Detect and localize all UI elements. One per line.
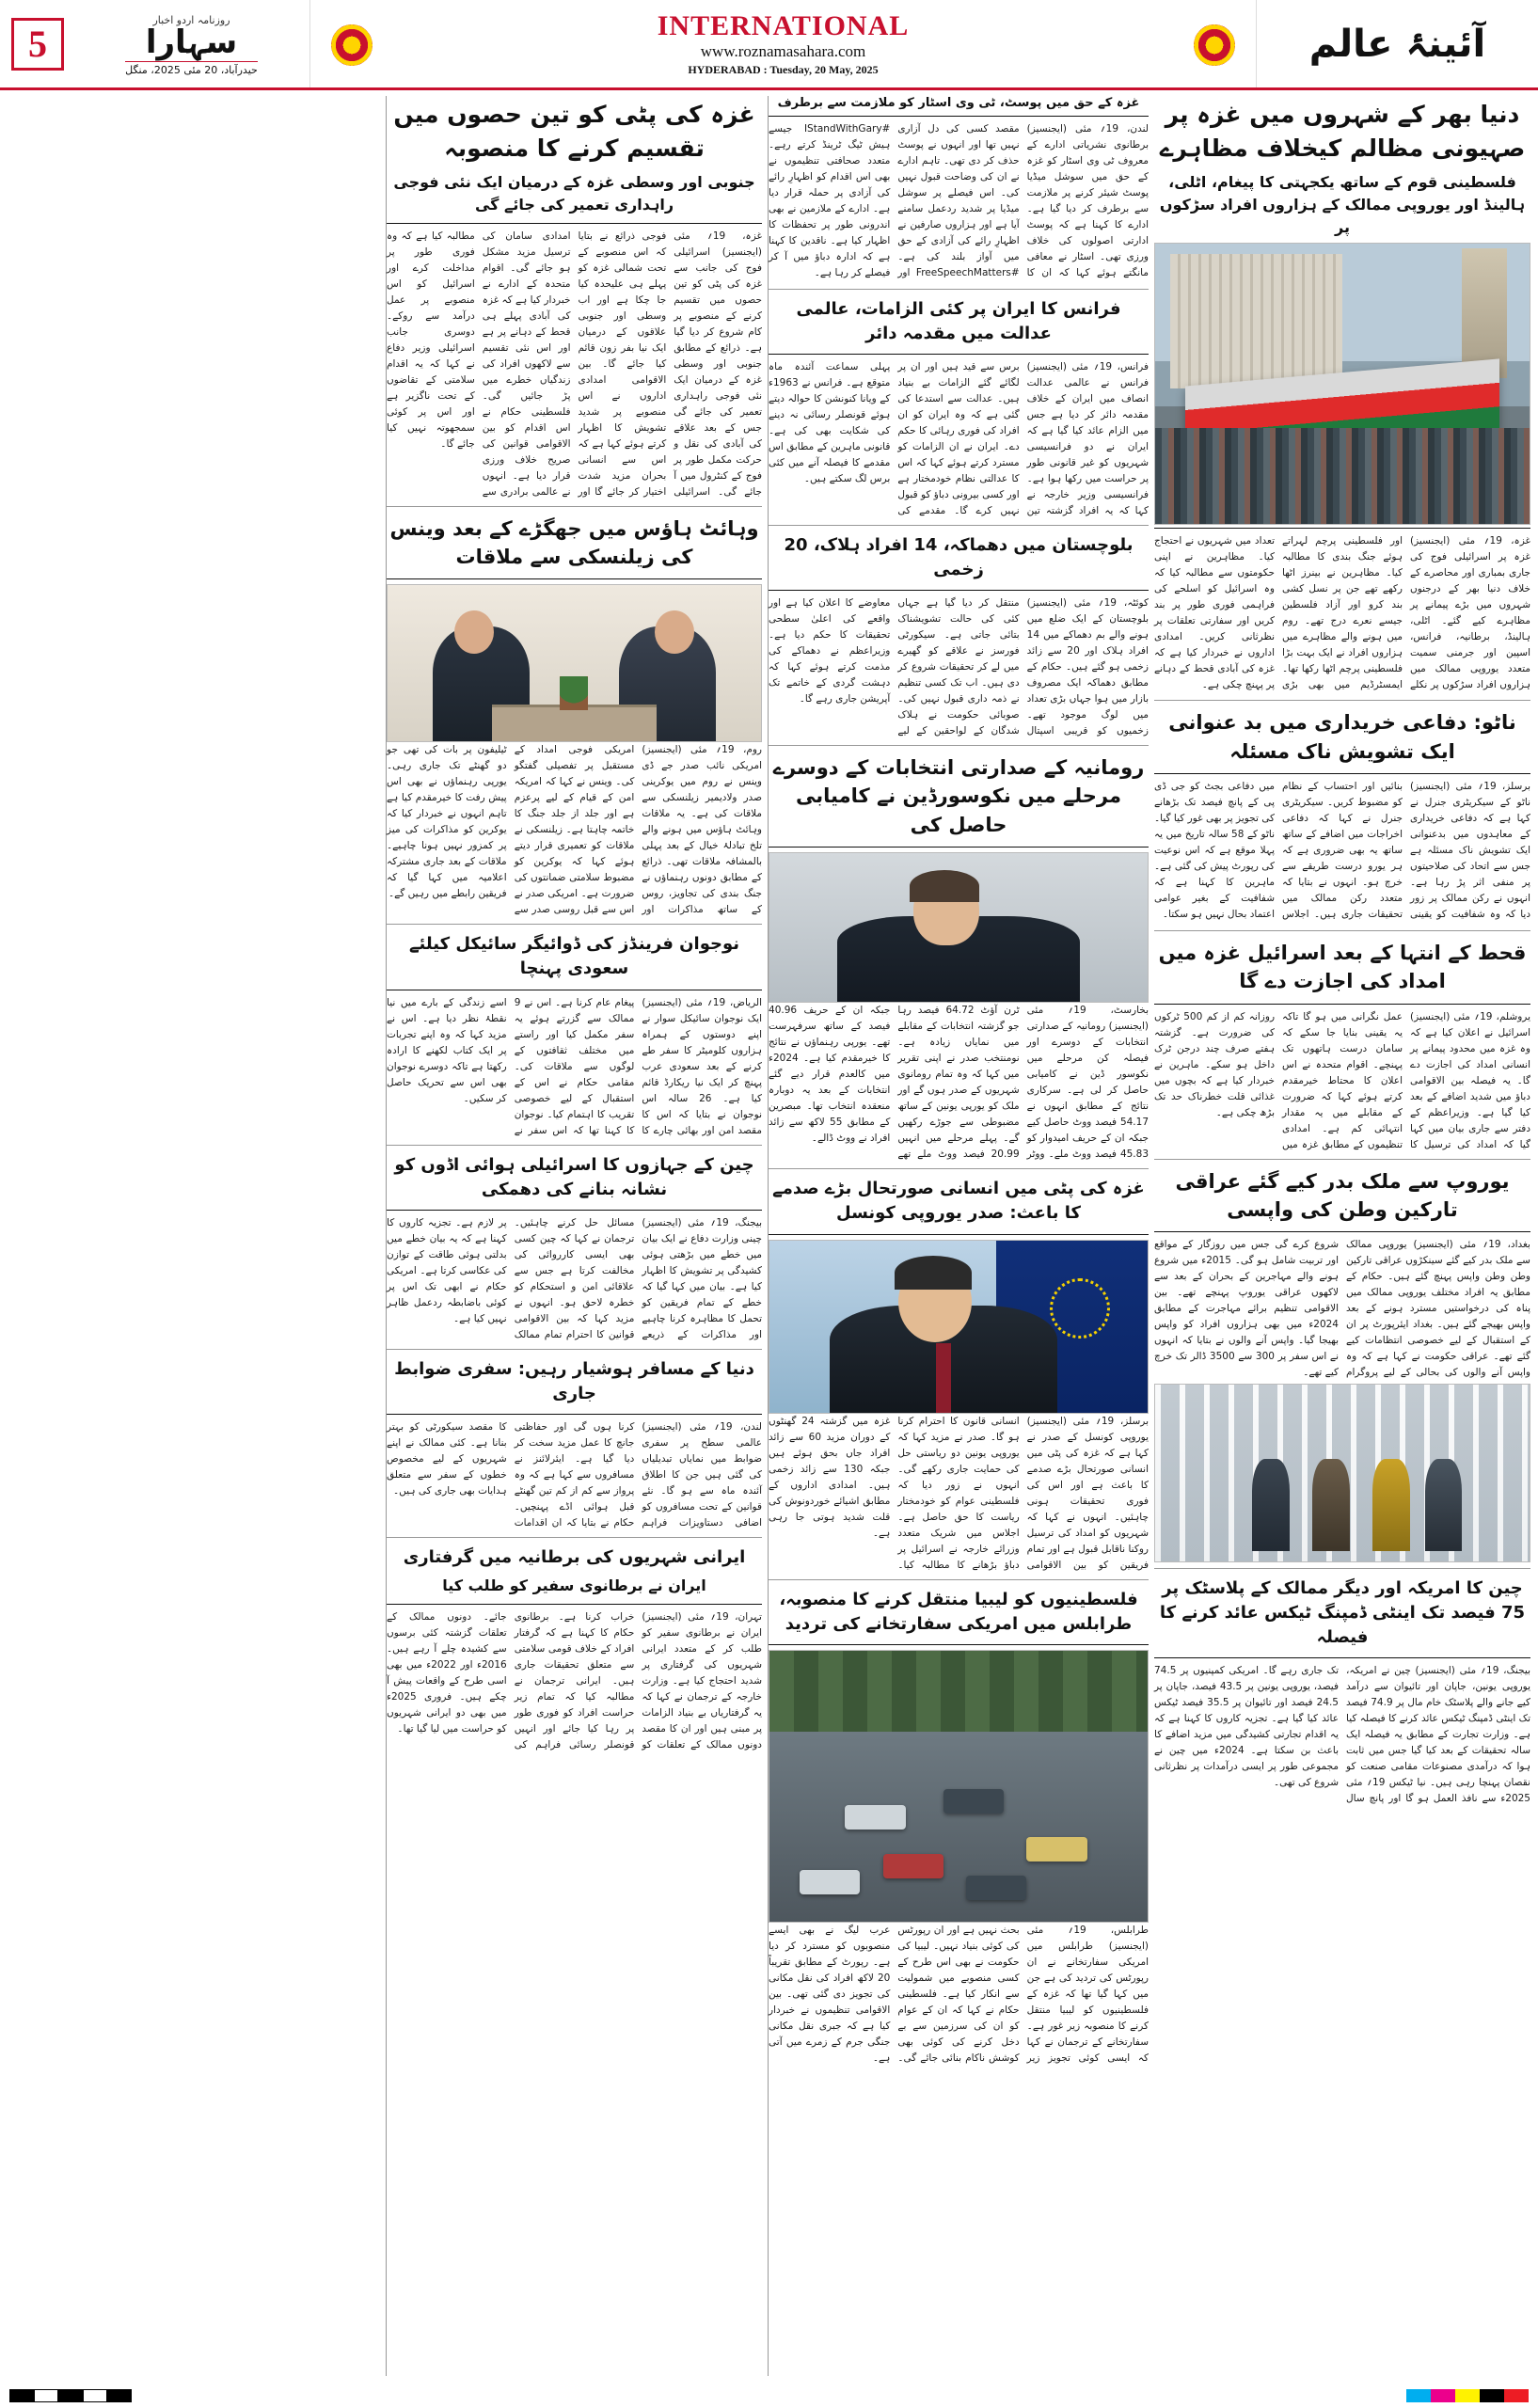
section-title: آئینۂ عالم — [1308, 22, 1486, 66]
starburst-icon — [331, 24, 373, 66]
article-text: غزہ، 19؍ مئی (ایجنسیز) اسرائیلی فوج کی جانب سے غزہ کی پٹی کو تین حصوں میں تقسیم کرنے کے منصوبے پر کام شروع کر دیا گیا ہے۔ ذرائع کے مطابق جنوبی اور وسطی غزہ کے درمیان ایک نئی فوجی راہداری تعمیر کی جائے گی جس کے بعد علاقے کی آبادی کی نقل و حرکت مکمل طور پر فوج کے کنٹرول میں آ جائے گی۔ اسرائیلی فوجی ذرائع نے بتایا کہ اس منصوبے کے تحت شمالی غزہ کو پہلے ہی علیحدہ کیا جا چکا ہے اور اب وسطی اور جنوبی علاقوں کے درمیان ایک نیا بفر زون قائم کیا جائے گا۔ بین الاقوامی امدادی اداروں نے اس منصوبے پر شدید تشویش کا اظہار کرتے ہوئے کہا ہے کہ اس سے انسانی بحران مزید شدت اختیار کر جائے گا اور امدادی سامان کی ترسیل مزید مشکل ہو جائے گی۔ اقوام متحدہ کے ادارے نے خبردار کیا ہے کہ غزہ کی آبادی پہلے ہی قحط کے دہانے پر ہے اور اس نئی تقسیم سے لاکھوں افراد کی زندگیاں خطرے میں پڑ جائیں گی۔ فلسطینی حکام نے اس اقدام کو بین الاقوامی قوانین کی صریح خلاف ورزی قرار دیا ہے۔ انہوں نے عالمی برادری سے مطالبہ کیا ہے کہ وہ فوری طور پر مداخلت کرے اور اسرائیل کو اس منصوبے پر عمل درآمد سے روکے۔ دوسری جانب اسرائیلی وزیر دفاع نے کہا کہ یہ اقدام سلامتی کے تقاضوں کے تحت ناگزیر ہے اور اس پر کوئی سمجھوتہ نہیں کیا جائے گا۔ — [387, 230, 762, 498]
subheadline: فلسطینی قوم کے ساتھ یکجہتی کا پیغام، اٹلی، ہالینڈ اور یوروپی ممالک کے ہزاروں افراد سڑکوں پر — [1159, 172, 1526, 236]
headline: قحط کے انتہا کے بعد اسرائیل غزہ میں امداد کی اجازت دے گا — [1158, 941, 1527, 993]
article-text: برسلز، 19؍ مئی (ایجنسیز) یوروپی کونسل کے صدر نے کہا ہے کہ غزہ کی پٹی میں انسانی صورتحال بڑے صدمے کا باعث ہے اور اس کی فوری تحقیقات ہونی چاہئیں۔ انہوں نے کہا کہ شہریوں کو امداد کی ترسیل روکنا ناقابل قبول ہے اور تمام فریقین کو بین الاقوامی انسانی قانون کا احترام کرنا ہو گا۔ صدر نے مزید کہا کہ یوروپی یونین دو ریاستی حل کی حمایت جاری رکھے گی۔ انہوں نے زور دیا کہ فلسطینی عوام کو خودمختار ریاست کا حق حاصل ہے۔ اجلاس میں شریک متعدد وزرائے خارجہ نے اسرائیل پر دباؤ بڑھانے کا مطالبہ کیا۔ غزہ میں گزشتہ 24 گھنٹوں کے دوران مزید 60 سے زائد افراد جاں بحق ہوئے ہیں جبکہ 130 سے زائد زخمی ہیں۔ امدادی اداروں کے مطابق اشیائے خوردونوش کی قلت شدید ہوتی جا رہی ہے۔ — [769, 1415, 1149, 1571]
article-text: یروشلم، 19؍ مئی (ایجنسیز) اسرائیل نے اعلان کیا ہے کہ وہ غزہ میں محدود پیمانے پر انسانی امداد کی اجازت دے گا۔ یہ فیصلہ بین الاقوامی دباؤ میں شدید اضافے کے بعد کیا گیا ہے۔ وزیراعظم کے دفتر سے جاری بیان میں کہا گیا کہ امداد کی ترسیل کا عمل نگرانی میں ہو گا تاکہ یہ یقینی بنایا جا سکے کہ سامان درست ہاتھوں تک پہنچے۔ اقوام متحدہ نے اس اعلان کا محتاط خیرمقدم کرتے ہوئے کہا کہ ضرورت کے مقابلے میں یہ مقدار انتہائی کم ہے۔ امدادی تنظیموں کے مطابق غزہ میں روزانہ کم از کم 500 ٹرکوں کی ضرورت ہے۔ گزشتہ ہفتے صرف چند درجن ٹرک داخل ہو سکے۔ ماہرین نے خبردار کیا ہے کہ بچوں میں غذائی قلت خطرناک حد تک بڑھ چکی ہے۔ — [1154, 1010, 1530, 1150]
article-iran-uk — [387, 1544, 762, 1759]
article-body — [769, 1003, 1149, 1163]
article-text: تہران، 19؍ مئی (ایجنسیز) ایران نے برطانوی سفیر کو طلب کر کے متعدد ایرانی شہریوں کی گرفتاری پر شدید احتجاج کیا ہے۔ وزارت خارجہ کے ترجمان نے کہا کہ یہ گرفتاریاں بے بنیاد الزامات پر مبنی ہیں اور ان کا مقصد دونوں ممالک کے تعلقات کو خراب کرنا ہے۔ برطانوی حکام کا کہنا ہے کہ گرفتار افراد کے خلاف قومی سلامتی سے متعلق تحقیقات جاری ہیں۔ ایرانی ترجمان نے مطالبہ کیا کہ تمام زیر حراست افراد کو فوری طور پر رہا کیا جائے اور انہیں قونصلر رسائی فراہم کی جائے۔ دونوں ممالک کے تعلقات گزشتہ کئی برسوں سے کشیدہ چلے آ رہے ہیں۔ 2016ء اور 2022ء میں بھی اسی طرح کے واقعات پیش آ چکے ہیں۔ فروری 2025ء میں بھی دو ایرانی شہریوں کو حراست میں لیا گیا تھا۔ — [387, 1611, 762, 1751]
logo-date: حیدرآباد، 20 مئی 2025، منگل — [125, 61, 258, 76]
article-body — [1154, 1009, 1530, 1153]
article-world-protests — [1154, 96, 1530, 701]
masthead-left — [0, 0, 310, 87]
subheadline: ایران نے برطانوی سفیر کو طلب کیا — [442, 1576, 706, 1595]
logo-subtitle: روزنامہ اردو اخبار — [152, 13, 230, 26]
colorbar-left — [9, 2389, 132, 2402]
article-body — [1154, 1663, 1530, 1807]
article-tripoli-embassy — [769, 1586, 1149, 2074]
edition-line: HYDERABAD : Tuesday, 20 May, 2025 — [688, 63, 879, 76]
article-romania-election — [769, 752, 1149, 1169]
article-text: بخارسٹ، 19؍ مئی (ایجنسیز) رومانیہ کے صدارتی انتخابات کے دوسرے اور فیصلہ کن مرحلے میں نکوسور ڈین نے کامیابی حاصل کر لی ہے۔ سرکاری نتائج کے مطابق انہوں نے 54.17 فیصد ووٹ حاصل کیے جبکہ ان کے حریف امیدوار کو 45.83 فیصد ووٹ ملے۔ ووٹر ٹرن آؤٹ 64.72 فیصد رہا جو گزشتہ انتخابات کے مقابلے میں نمایاں زیادہ ہے۔ نومنتخب صدر نے اپنی تقریر میں کہا کہ وہ تمام رومانوی شہریوں کے صدر ہوں گے اور ملک کو یورپی یونین کے ساتھ مضبوطی سے جوڑے رکھیں گے۔ پہلے مرحلے میں انہیں 20.99 فیصد ووٹ ملے تھے جبکہ ان کے حریف 40.96 فیصد کے ساتھ سرفہرست تھے۔ یورپی رہنماؤں نے نتائج کا خیرمقدم کیا ہے۔ 2024ء میں کالعدم قرار دیے گئے انتخابات کے بعد یہ دوبارہ منعقدہ انتخاب تھا۔ مبصرین کے مطابق 55 لاکھ سے زائد افراد نے ووٹ ڈالے۔ — [769, 1005, 1149, 1161]
article-body — [1154, 1237, 1530, 1384]
portrait-photo — [769, 852, 1149, 1003]
article-body — [387, 1215, 762, 1343]
article-text: الریاض، 19؍ مئی (ایجنسیز) ایک نوجوان سائیکل سوار نے اپنے دوستوں کے ہمراہ ہزاروں کلومیٹر کا سفر طے کرنے کے بعد سعودی عرب پہنچ کر ایک نیا ریکارڈ قائم کیا ہے۔ 26 سالہ اس نوجوان نے بتایا کہ اس کا مقصد امن اور بھائی چارے کا پیغام عام کرنا ہے۔ اس نے 9 ممالک سے گزرتے ہوئے یہ سفر مکمل کیا اور راستے میں مختلف ثقافتوں کے لوگوں سے ملاقات کی۔ مقامی حکام نے اس کے استقبال کے لیے خصوصی تقریب کا اہتمام کیا۔ نوجوان کا کہنا تھا کہ اس سفر نے اسے زندگی کے بارے میں نیا نقطۂ نظر دیا ہے۔ اس نے مزید کہا کہ وہ اپنے تجربات پر ایک کتاب لکھنے کا ارادہ رکھتا ہے تاکہ دوسرے نوجوان بھی اس سے تحریک حاصل کر سکیں۔ — [387, 996, 763, 1136]
article-eu-council — [769, 1175, 1149, 1579]
article-text: کوئٹہ، 19؍ مئی (ایجنسیز) بلوچستان کے ایک ضلع میں ہونے والے بم دھماکے میں 14 افراد ہلاک اور 20 سے زائد زخمی ہو گئے ہیں۔ حکام کے مطابق دھماکہ ایک مصروف بازار میں ہوا جہاں بڑی تعداد میں لوگ موجود تھے۔ زخمیوں کو قریبی اسپتال منتقل کر دیا گیا ہے جہاں کئی کی حالت تشویشناک بتائی جاتی ہے۔ سیکورٹی فورسز نے علاقے کو گھیرے میں لے کر تحقیقات شروع کر دی ہیں۔ اب تک کسی تنظیم نے ذمہ داری قبول نہیں کی۔ صوبائی حکومت نے ہلاک شدگان کے لواحقین کے لیے معاوضے کا اعلان کیا ہے اور واقعے کی اعلیٰ سطحی تحقیقات کا حکم دیا ہے۔ وزیراعظم نے دھماکے کی مذمت کرتے ہوئے کہا کہ دہشت گردی کے خاتمے تک آپریشن جاری رہے گا۔ — [769, 597, 1149, 737]
article-body — [1154, 533, 1530, 695]
headline: دنیا بھر کے شہروں میں غزہ پر صہیونی مظالم کیخلاف مظاہرے — [1159, 101, 1526, 163]
diplomat-photo — [769, 1240, 1149, 1414]
article-text: فرانس، 19؍ مئی (ایجنسیز) فرانس نے عالمی عدالت انصاف میں ایران کے خلاف مقدمہ دائر کر دیا ہے جس میں الزام عائد کیا گیا ہے کہ ایران نے دو فرانسیسی شہریوں کو غیر قانونی طور پر حراست میں رکھا ہوا ہے۔ فرانسیسی وزیر خارجہ نے کہا کہ یہ افراد گزشتہ تین برس سے قید ہیں اور ان پر لگائے گئے الزامات بے بنیاد ہیں۔ عدالت سے استدعا کی گئی ہے کہ وہ ایران کو ان افراد کی فوری رہائی کا حکم دے۔ ایران نے ان الزامات کو مسترد کرتے ہوئے کہا کہ اس کا عدالتی نظام خودمختار ہے اور کسی بیرونی دباؤ کو قبول نہیں کرے گا۔ مقدمے کی پہلی سماعت آئندہ ماہ متوقع ہے۔ فرانس نے 1963ء کے ویانا کنونشن کا حوالہ دیتے ہوئے قونصلر رسائی نہ دینے کی شکایت بھی کی ہے۔ قانونی ماہرین کے مطابق اس مقدمے کا فیصلہ آنے میں کئی برس لگ سکتے ہیں۔ — [769, 360, 1149, 516]
article-iraq-returnees — [1154, 1165, 1530, 1569]
article-travel-warning — [387, 1355, 762, 1538]
article-body — [769, 595, 1149, 739]
page-number: 5 — [11, 18, 64, 71]
newspaper-logo — [73, 12, 309, 76]
article-text: برسلز، 19؍ مئی (ایجنسیز) ناٹو کے سیکریٹری جنرل نے کہا ہے کہ دفاعی خریداری کے معاہدوں میں بدعنوانی ایک تشویش ناک مسئلہ ہے جس سے اتحاد کی صلاحیتوں پر منفی اثر پڑ رہا ہے۔ انہوں نے رکن ممالک پر زور دیا کہ وہ شفافیت کو یقینی بنائیں اور احتساب کے نظام کو مضبوط کریں۔ سیکریٹری جنرل نے کہا کہ دفاعی اخراجات میں اضافے کے ساتھ ساتھ یہ بھی ضروری ہے کہ ہر یورو درست طریقے سے خرچ ہو۔ انہوں نے بتایا کہ متعدد رکن ممالک میں تحقیقات جاری ہیں۔ اجلاس میں دفاعی بجٹ کو جی ڈی پی کے پانچ فیصد تک بڑھانے کی تجویز پر بھی غور کیا گیا۔ ناٹو کے 58 سالہ تاریخ میں یہ پہلا موقع ہے کہ اس نوعیت کی رپورٹ پیش کی گئی ہے۔ ماہرین کا کہنا ہے کہ شفافیت کے بغیر عوامی اعتماد بحال نہیں ہو سکتا۔ — [1154, 781, 1530, 921]
traffic-photo — [769, 1650, 1149, 1923]
article-body — [387, 229, 762, 500]
masthead-center — [310, 0, 1256, 87]
headline: دنیا کے مسافر ہوشیار رہیں: سفری ضوابط جاری — [394, 1358, 754, 1403]
article-china-threat — [387, 1151, 762, 1350]
article-body — [387, 1609, 762, 1753]
article-text: بغداد، 19؍ مئی (ایجنسیز) یوروپی ممالک سے ملک بدر کیے گئے سینکڑوں عراقی تارکین وطن وطن واپس پہنچ گئے ہیں۔ حکام کے مطابق یہ افراد مختلف یوروپی ممالک میں پناہ کی درخواستیں مسترد ہونے کے بعد واپس بھیجے گئے ہیں۔ بغداد ایئرپورٹ پر ان کے استقبال کے لیے خصوصی انتظامات کیے گئے تھے۔ عراقی حکومت نے کہا ہے کہ وہ واپس آنے والوں کی بحالی کے لیے پروگرام شروع کرے گی جس میں روزگار کے مواقع اور تربیت شامل ہو گی۔ 2015ء میں شروع ہونے والے مہاجرین کے بحران کے بعد سے لاکھوں عراقی یوروپ پہنچے تھے۔ بین الاقوامی تنظیم برائے مہاجرت کے مطابق 2024ء میں بھی ہزاروں افراد کو واپس بھیجا گیا۔ واپس آنے والوں نے بتایا کہ انہوں نے اس سفر پر 300 سے 3500 ڈالر تک خرچ کیے تھے۔ — [1154, 1239, 1530, 1379]
article-text: روم، 19؍ مئی (ایجنسیز) امریکی نائب صدر جے ڈی وینس نے روم میں یوکرینی صدر ولادیمیر زیلنسکی سے ملاقات کی ہے۔ یہ ملاقات وہائٹ ہاؤس میں ہونے والے تلخ تبادلۂ خیال کے بعد پہلی بالمشافہ ملاقات تھی۔ ذرائع کے مطابق دونوں رہنماؤں نے جنگ بندی کی تجاویز، روس کے ساتھ مذاکرات اور امریکی فوجی امداد کے مستقبل پر تفصیلی گفتگو کی۔ وینس نے کہا کہ امریکہ امن کے قیام کے لیے پرعزم ہے اور جلد از جلد جنگ کا خاتمہ چاہتا ہے۔ زیلنسکی نے ملاقات کو تعمیری قرار دیتے ہوئے کہا کہ یوکرین کو مضبوط سلامتی ضمانتوں کی ضرورت ہے۔ امریکی صدر نے اس سے قبل روسی صدر سے ٹیلیفون پر بات کی تھی جو دو گھنٹے تک جاری رہی۔ یورپی رہنماؤں نے بھی اس پیش رفت کا خیرمقدم کیا ہے تاہم انہوں نے خبردار کیا کہ یوکرین کو مذاکرات کی میز پر کمزور نہیں ہونا چاہیے۔ ملاقات کے بعد جاری مشترکہ اعلامیہ میں کہا گیا کہ فریقین رابطے میں رہیں گے۔ — [387, 744, 762, 916]
headline: نوجوان فرینڈز کی ڈوائیگر سائیکل کیلئے سعودی پہنچا — [409, 934, 739, 979]
meeting-photo — [387, 584, 762, 742]
article-text: بیجنگ، 19؍ مئی (ایجنسیز) چینی وزارت دفاع نے ایک بیان میں خطے میں بڑھتی ہوئی کشیدگی پر تشویش کا اظہار کیا ہے۔ بیان میں کہا گیا کہ خطے کے تمام فریقین کو تحمل کا مظاہرہ کرنا چاہیے اور مذاکرات کے ذریعے مسائل حل کرنے چاہئیں۔ ترجمان نے کہا کہ چین کسی بھی ایسی کارروائی کی مخالفت کرتا ہے جس سے علاقائی امن و استحکام کو خطرہ لاحق ہو۔ انہوں نے مزید کہا کہ بین الاقوامی قوانین کا احترام تمام ممالک پر لازم ہے۔ تجزیہ کاروں کا کہنا ہے کہ یہ بیان خطے میں بدلتی ہوئی طاقت کے توازن کی عکاسی کرتا ہے۔ امریکی حکام نے ابھی تک اس پر کوئی باضابطہ ردعمل ظاہر نہیں کیا ہے۔ — [387, 1216, 762, 1340]
masthead — [0, 0, 1538, 90]
headline: فلسطینیوں کو لیبیا منتقل کرنے کا منصوبہ، طرابلس میں امریکی سفارتخانے کی تردید — [779, 1589, 1138, 1634]
headline: یوروپ سے ملک بدر کیے گئے عراقی تارکین وطن کی واپسی — [1175, 1169, 1510, 1222]
subheadline: جنوبی اور وسطی غزہ کے درمیان ایک نئی فوجی راہداری تعمیر کی جائے گی — [393, 172, 755, 214]
article-famine-aid — [1154, 937, 1530, 1160]
headline: رومانیہ کے صدارتی انتخابات کے دوسرے مرحلے میں نکوسورڈین نے کامیابی حاصل کی — [772, 756, 1145, 836]
article-body — [769, 1923, 1149, 2068]
article-balochistan — [769, 531, 1149, 746]
headline: چین کے جہازوں کا اسرائیلی ہوائی اڈوں کو نشانہ بنانے کی دھمکی — [394, 1154, 754, 1199]
starburst-icon — [1194, 24, 1235, 66]
headline: ایرانی شہریوں کی برطانیہ میں گرفتاری — [403, 1546, 746, 1567]
article-gaza-three-parts — [387, 96, 762, 507]
colorbar-right — [1406, 2389, 1529, 2402]
article-france-icc — [769, 295, 1149, 526]
article-text: غزہ، 19؍ مئی (ایجنسیز) غزہ پر اسرائیلی فوج کی جاری بمباری اور محاصرے کے خلاف دنیا بھر کے درجنوں شہروں میں بڑے پیمانے پر مظاہرے کیے گئے۔ اٹلی، ہالینڈ، برطانیہ، فرانس، اسپین اور جرمنی سمیت متعدد یوروپی ممالک میں ہزاروں افراد سڑکوں پر نکلے اور فلسطینی پرچم لہراتے ہوئے جنگ بندی کا مطالبہ کیا۔ مظاہرین نے بینرز اٹھا رکھے تھے جن پر نسل کشی بند کرو اور آزاد فلسطین جیسے نعرے درج تھے۔ روم میں ہونے والے مظاہرے میں ہزاروں افراد نے ایک بہت بڑا فلسطینی پرچم اٹھا رکھا تھا۔ ایمسٹرڈیم میں بھی بڑی تعداد میں شہریوں نے احتجاج کیا۔ مظاہرین نے اپنی حکومتوں سے مطالبہ کیا کہ وہ اسرائیل کو اسلحے کی فراہمی فوری طور پر بند کریں اور سفارتی تعلقات پر نظرثانی کریں۔ امدادی اداروں نے خبردار کیا ہے کہ غزہ کی آبادی قحط کے دہانے پر پہنچ چکی ہے۔ — [1154, 534, 1530, 690]
headline: فرانس کا ایران پر کئی الزامات، عالمی عدالت میں مقدمہ دائر — [796, 298, 1121, 343]
page-content — [0, 90, 1538, 2376]
article-body — [387, 1419, 762, 1531]
logo-title: سہارا — [145, 23, 238, 61]
article-saudi-cyclist — [387, 930, 762, 1145]
headline: غزہ کی پٹی میں انسانی صورتحال بڑے صدمے کا باعث: صدر یوروپی کونسل — [772, 1179, 1145, 1224]
headline: بلوچستان میں دھماکہ، 14 افراد ہلاک، 20 زخمی — [784, 534, 1134, 579]
column-right — [1154, 96, 1530, 2376]
article-body — [769, 121, 1149, 283]
website-url[interactable]: www.roznamasahara.com — [700, 42, 866, 60]
article-text: بیجنگ، 19؍ مئی (ایجنسیز) چین نے امریکہ، یوروپی یونین، جاپان اور تائیوان سے درآمد کیے جانے والے پلاسٹک خام مال پر 74.9 فیصد تک اینٹی ڈمپنگ ٹیکس عائد کرنے کا فیصلہ کیا ہے۔ وزارت تجارت کے مطابق یہ فیصلہ ایک سالہ تحقیقات کے بعد کیا گیا جس میں ثابت ہوا کہ درآمدی مصنوعات مقامی صنعت کو نقصان پہنچا رہی ہیں۔ نیا ٹیکس 19؍ مئی 2025ء سے نافذ العمل ہو گا اور پانچ سال تک جاری رہے گا۔ امریکی کمپنیوں پر 74.5 فیصد، یوروپی یونین پر 43.5 فیصد، جاپان پر 24.5 فیصد اور تائیوان پر 35.5 فیصد ٹیکس عائد کیا گیا ہے۔ تجزیہ کاروں کا کہنا ہے کہ یہ اقدام تجارتی کشیدگی میں مزید اضافے کا باعث بن سکتا ہے۔ 2024ء میں چین نے مجموعی طور پر ایسی درآمدات پر نظرثانی شروع کی تھی۔ — [1154, 1665, 1530, 1805]
article-body — [387, 742, 762, 918]
headline: غزہ کی پٹی کو تین حصوں میں تقسیم کرنے کا منصوبہ — [393, 101, 755, 163]
headline: وہائٹ ہاؤس میں جھگڑے کے بعد وینس کی زیلنسکی سے ملاقات — [389, 516, 759, 568]
headline: چین کا امریکہ اور دیگر ممالک کے پلاسٹک پر 75 فیصد تک اینٹی ڈمپنگ ٹیکس عائد کرنے کا فیصلہ — [1159, 1577, 1526, 1648]
article-text: طرابلس، 19؍ مئی (ایجنسیز) طرابلس میں امریکی سفارتخانے نے ان رپورٹس کی تردید کی ہے جن میں کہا گیا تھا کہ غزہ کے فلسطینیوں کو لیبیا منتقل کرنے کا منصوبہ زیر غور ہے۔ سفارتخانے کے ترجمان نے کہا کہ ایسی کوئی تجویز زیر بحث نہیں ہے اور ان رپورٹس کی کوئی بنیاد نہیں۔ لیبیا کی حکومت نے بھی اس طرح کے کسی منصوبے میں شمولیت سے انکار کیا ہے۔ فلسطینی حکام نے کہا کہ ان کے عوام کو ان کی سرزمین سے بے دخل کرنے کی کوئی بھی کوشش ناکام بنائی جائے گی۔ عرب لیگ نے بھی ایسے منصوبوں کو مسترد کر دیا ہے۔ رپورٹ کے مطابق تقریباً 20 لاکھ افراد کی نقل مکانی کی تجویز دی گئی تھی۔ بین الاقوامی تنظیموں نے خبردار کیا ہے کہ جبری نقل مکانی جنگی جرم کے زمرے میں آتی ہے۔ — [769, 1924, 1149, 2064]
column-center-right — [768, 96, 1149, 2376]
tunnel-photo — [1154, 1384, 1530, 1562]
column-center-left — [386, 96, 762, 2376]
article-text: لندن، 19؍ مئی (ایجنسیز) برطانوی نشریاتی ادارے کے معروف ٹی وی اسٹار کو غزہ کے حق میں سوشل میڈیا پوسٹ شیئر کرنے پر ملازمت سے برطرف کر دیا گیا ہے۔ ادارے کا کہنا ہے کہ پوسٹ ادارتی اصولوں کی خلاف ورزی تھی۔ اسٹار نے معافی مانگتے ہوئے کہا کہ ان کا مقصد کسی کی دل آزاری نہیں تھا اور انہوں نے پوسٹ حذف کر دی تھی۔ تاہم ادارے نے ان کی وضاحت قبول نہیں کی۔ اس فیصلے پر سوشل میڈیا پر شدید ردعمل سامنے آیا ہے اور ہزاروں صارفین نے اظہارِ رائے کی آزادی کے حق میں آواز بلند کی ہے۔ #FreeSpeechMatters اور #IStandWithGary جیسے ہیش ٹیگ ٹرینڈ کرتے رہے۔ متعدد صحافتی تنظیموں نے بھی اس اقدام کو اظہارِ رائے کی آزادی پر حملہ قرار دیا ہے۔ ادارے کے ملازمین نے بھی اندرونی طور پر تحفظات کا اظہار کیا ہے۔ ناقدین کا کہنا ہے کہ ادارہ دباؤ میں آ کر فیصلے کر رہا ہے۔ — [769, 123, 1149, 278]
article-body — [769, 1414, 1149, 1574]
article-nato-defence — [1154, 706, 1530, 931]
article-body — [769, 359, 1149, 519]
masthead-right — [1256, 0, 1538, 87]
article-text: لندن، 19؍ مئی (ایجنسیز) عالمی سطح پر سفری ضوابط میں نمایاں تبدیلیاں کی گئی ہیں جن کا اطلاق آئندہ ماہ سے ہو گا۔ نئے قوانین کے تحت مسافروں کو اضافی دستاویزات فراہم کرنا ہوں گی اور حفاظتی جانچ کا عمل مزید سخت کر دیا گیا ہے۔ ایئرلائنز نے مسافروں سے کہا ہے کہ وہ پرواز سے کم از کم تین گھنٹے قبل ہوائی اڈے پہنچیں۔ حکام نے بتایا کہ ان اقدامات کا مقصد سیکورٹی کو بہتر بنانا ہے۔ کئی ممالک نے اپنے شہریوں کے لیے مخصوص خطوں کے سفر سے متعلق ہدایات بھی جاری کی ہیں۔ — [387, 1420, 762, 1529]
article-china-antidumping — [1154, 1575, 1530, 1813]
article-body — [387, 995, 762, 1139]
international-title: INTERNATIONAL — [657, 10, 910, 41]
headline: ناٹو: دفاعی خریداری میں بد عنوانی ایک تشویش ناک مسئلہ — [1168, 711, 1516, 763]
article-white-house-zelensky — [387, 513, 762, 926]
protest-photo — [1154, 243, 1530, 525]
article-body — [1154, 779, 1530, 925]
article-gary-lineker — [769, 96, 1149, 290]
kicker: غزہ کے حق میں پوسٹ، ٹی وی اسٹار کو ملازمت سے برطرف — [777, 96, 1140, 110]
